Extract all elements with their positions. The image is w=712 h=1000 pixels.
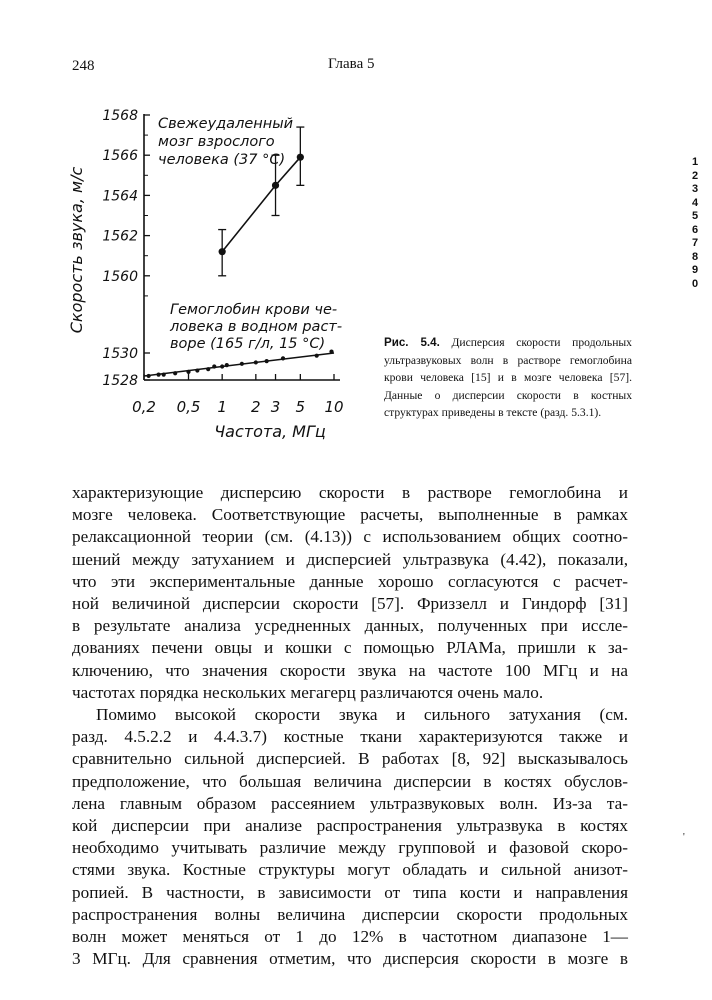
text-line: ключению, что значения скорости звука на частоте 100 МГц и на [72, 660, 628, 680]
text-line: дованиях печени овцы и кошки с помощью РЛАМа, пришли к за- [72, 638, 628, 658]
hemoglobin-data-point [240, 362, 244, 366]
hemoglobin-data-point [206, 367, 210, 371]
hemoglobin-fit-line [144, 353, 334, 376]
body-paragraph [72, 704, 628, 970]
text-line: частотах порядка нескольких мегагерц различаются очень мало. [72, 682, 544, 702]
caption-label: Рис. 5.4. [384, 336, 440, 349]
hemoglobin-data-point [212, 364, 216, 368]
hemoglobin-data-point [173, 371, 177, 375]
brain-data-point [297, 154, 304, 161]
figure-caption [384, 334, 632, 422]
text-line: 3 МГц. Для сравнения отметим, что дисперсия скорости в мозге в [72, 949, 628, 969]
hemoglobin-series-label: воре (165 г/л, 15 °C) [170, 336, 326, 352]
text-line: лена главным образом рассеянием ультразвуковых волн. Из-за та- [72, 793, 628, 813]
y-tick-label: 1562 [102, 228, 138, 245]
text-line: мозге человека. Соответствующие расчеты, выполненные в рамках [72, 505, 628, 525]
hemoglobin-data-point [315, 354, 319, 358]
hemoglobin-data-point [147, 374, 151, 378]
x-tick-label: 0,5 [176, 398, 201, 416]
text-line: Помимо высокой скорости звука и сильного затухания (см. [96, 705, 628, 725]
hemoglobin-data-point [162, 373, 166, 377]
x-axis-label: Частота, МГц [214, 422, 326, 440]
brain-data-point [219, 248, 226, 255]
hemoglobin-data-point [265, 359, 269, 363]
margin-number: 4 [691, 196, 699, 209]
text-line: распространения волны величина дисперсии скорости продольных [72, 904, 628, 924]
x-tick-label: 10 [324, 398, 344, 416]
text-line: ной величиной дисперсии скорости [57]. Фриззелл и Гиндорф [31] [72, 594, 628, 614]
hemoglobin-series-label: ловека в водном раст- [170, 319, 343, 335]
margin-tick: ' [683, 832, 685, 843]
margin-number: 7 [691, 237, 699, 249]
brain-series-label: мозг взрослого [158, 134, 275, 150]
hemoglobin-data-point [254, 360, 258, 364]
text-line: предположение, что большая величина дисперсии в костях обуслов- [72, 771, 628, 791]
text-line: характеризующие дисперсию скорости в растворе гемоглобина и [72, 483, 628, 502]
hemoglobin-data-point [225, 363, 229, 367]
y-tick-label: 1530 [102, 346, 138, 362]
text-line: ропией. В частности, в зависимости от типа кости и направления [72, 882, 628, 902]
hemoglobin-data-point [329, 350, 333, 354]
y-tick-label: 1528 [102, 373, 138, 389]
margin-number: 2 [691, 169, 699, 182]
text-line: стями звука. Костные структуры могут обладать и сильной анизот- [72, 860, 628, 880]
hemoglobin-series-label: Гемоглобин крови че- [170, 302, 338, 318]
x-tick-label: 1 [217, 398, 227, 416]
margin-number: 1 [691, 156, 699, 168]
margin-number: 3 [691, 183, 699, 195]
brain-data-point [272, 182, 279, 189]
x-tick-label: 2 [251, 398, 261, 416]
body-paragraph [72, 482, 628, 704]
margin-number: 8 [691, 250, 699, 263]
text-line: разд. 4.5.2.2 и 4.4.3.7) костные ткани характеризуются также и [72, 727, 628, 747]
margin-number: 0 [691, 277, 699, 290]
caption-text: Дисперсия скорости продольных ультразвуковых волн в растворе гемоглобина крови человека [15] и в мозге человека [57]. Данные о дисперсии скорости в костных структурах приведены в тексте (разд. 5.3.1). [384, 336, 632, 419]
x-tick-label: 0,2 [132, 398, 156, 416]
brain-series-label: Свежеудаленный [158, 116, 294, 132]
y-axis-label: Скорость звука, м/с [67, 166, 86, 334]
y-tick-label: 1568 [102, 108, 138, 124]
figure-chart [60, 100, 360, 440]
x-tick-label: 3 [270, 398, 281, 416]
margin-number: 6 [691, 223, 699, 236]
margin-number: 9 [691, 264, 699, 276]
margin-line-numbers [688, 156, 702, 291]
brain-series-label: человека (37 °C) [158, 152, 286, 168]
y-tick-label: 1566 [102, 148, 138, 165]
y-tick-label: 1564 [102, 188, 138, 205]
x-tick-label: 5 [295, 398, 306, 416]
hemoglobin-data-point [281, 356, 285, 360]
text-line: шений между затуханием и дисперсией ультразвука (4.42), показали, [72, 549, 628, 569]
hemoglobin-data-point [195, 368, 199, 372]
text-line: релаксационной теории (см. (4.13)) с использованием общих соотно- [72, 527, 628, 547]
running-head: Глава 5 [328, 56, 375, 72]
text-line: кой дисперсии при анализе распространения ультразвука в костях [72, 816, 628, 836]
y-tick-label: 1560 [102, 268, 138, 285]
brain-fit-line [222, 157, 300, 251]
page-number: 248 [72, 58, 95, 74]
text-line: что эти экспериментальные данные хорошо согласуются с расчет- [72, 571, 628, 591]
margin-number: 5 [691, 210, 699, 222]
text-line: сравнительно сильной дисперсией. В работах [8, 92] высказывалось [72, 749, 628, 769]
hemoglobin-data-point [186, 370, 190, 374]
body-text [72, 482, 628, 970]
hemoglobin-data-point [156, 373, 160, 377]
text-line: в результате анализа усредненных данных, полученных при иссле- [72, 616, 628, 636]
hemoglobin-data-point [220, 364, 224, 368]
text-line: волн может меняться от 1 до 12% в частотном диапазоне 1— [72, 927, 628, 947]
text-line: необходимо учитывать различие между групповой и фазовой скоро- [72, 838, 628, 858]
